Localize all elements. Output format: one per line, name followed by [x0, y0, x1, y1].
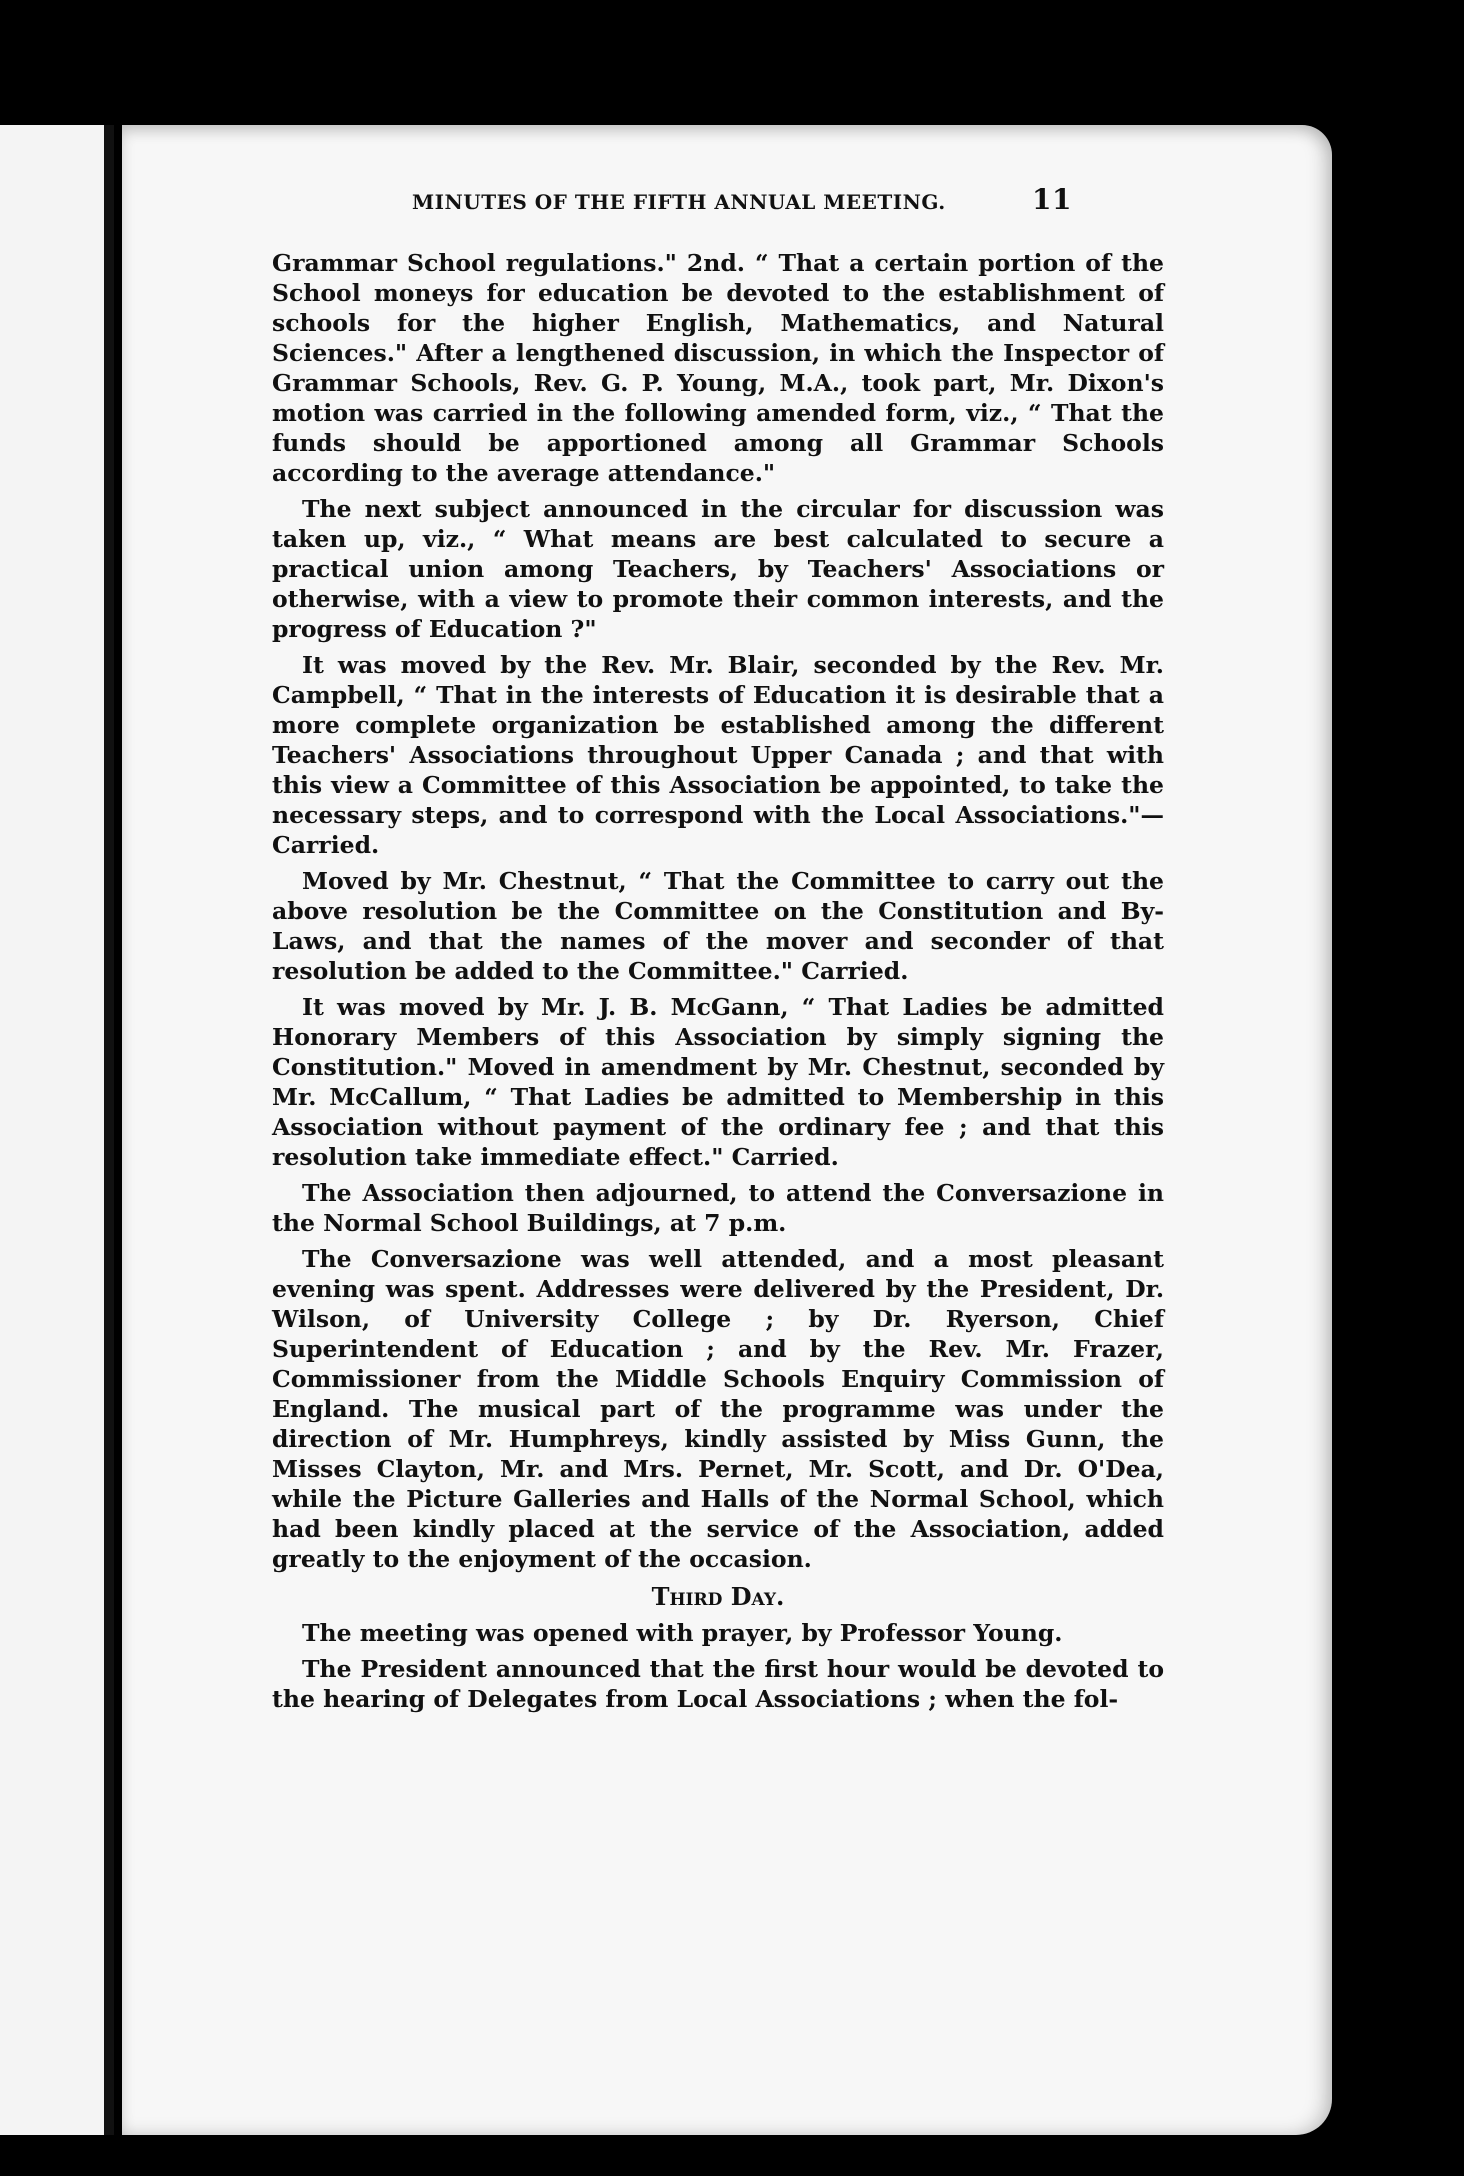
page-body — [272, 248, 1164, 1720]
paragraph: The President announced that the first hour would be devoted to the hearing of Delegates from Local Associations ; when the fol- — [272, 1655, 1164, 1713]
paragraph: The Conversazione was well attended, and a most pleasant evening was spent. Addresses were delivered by the President, Dr. Wilson, of University College ; by Dr. Ryerson, Chief Superintendent of Education ; and by the Rev. Mr. Frazer, Commissioner from the Middle Schools Enquiry Commission of England. The musical part of the programme was under the direction of Mr. Humphreys, kindly assisted by Miss Gunn, the Misses Clayton, Mr. and Mrs. Pernet, Mr. Scott, and Dr. O'Dea, while the Picture Galleries and Halls of the Normal School, which had been kindly placed at the service of the Association, added greatly to the enjoyment of the occasion. — [272, 1245, 1164, 1573]
facing-page-edge — [0, 125, 112, 2135]
paragraph: Moved by Mr. Chestnut, “ That the Committee to carry out the above resolution be the Committee on the Constitution and By-Laws, and that the names of the mover and seconder of that resolution be added to the Committee." Carried. — [272, 867, 1164, 985]
paragraph: Grammar School regulations." 2nd. “ That a certain portion of the School moneys for education be devoted to the establishment of schools for the higher English, Mathematics, and Natural Sciences." After a lengthened discussion, in which the Inspector of Grammar Schools, Rev. G. P. Young, M.A., took part, Mr. Dixon's motion was carried in the following amended form, viz., “ That the funds should be apportioned among all Grammar Schools according to the average attendance." — [272, 249, 1164, 487]
paragraph: The meeting was opened with prayer, by Professor Young. — [302, 1619, 1063, 1647]
paragraph: It was moved by Mr. J. B. McGann, “ That Ladies be admitted Honorary Members of this Association by simply signing the Constitution." Moved in amendment by Mr. Chestnut, seconded by Mr. McCallum, “ That Ladies be admitted to Membership in this Association without payment of the ordinary fee ; and that this resolution take immediate effect." Carried. — [272, 993, 1164, 1171]
page-header — [272, 183, 1072, 216]
page-number: 11 — [1032, 183, 1072, 216]
paragraph: The next subject announced in the circular for discussion was taken up, viz., “ What means are best calculated to secure a practical union among Teachers, by Teachers' Associations or otherwise, with a view to promote their common interests, and the progress of Education ?" — [272, 495, 1164, 643]
section-heading: Third Day. — [651, 1582, 785, 1611]
book-gutter — [104, 125, 114, 2135]
paragraph: It was moved by the Rev. Mr. Blair, seconded by the Rev. Mr. Campbell, “ That in the interests of Education it is desirable that a more complete organization be established among the different Teachers' Associations throughout Upper Canada ; and that with this view a Committee of this Association be appointed, to take the necessary steps, and to correspond with the Local Associations."— Carried. — [272, 651, 1164, 859]
running-head: MINUTES OF THE FIFTH ANNUAL MEETING. — [412, 190, 946, 214]
paragraph: The Association then adjourned, to attend the Conversazione in the Normal School Buildings, at 7 p.m. — [272, 1179, 1164, 1237]
